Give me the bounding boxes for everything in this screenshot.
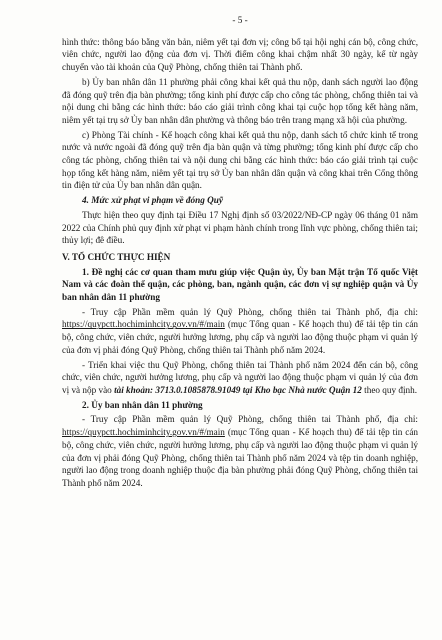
paragraph-access-software-1 (62, 306, 418, 357)
paragraph-item-c: c) Phòng Tài chính - Kế hoạch công khai kết quả thu nộp, danh sách tổ chức kinh tế trong nước và nước ngoài đã đóng quỹ trên địa bàn quận và từng phường; tổng kinh phí được cấp cho công tác phòng, chống thiên tai và nội dung chi bằng các hình thức: báo cáo giải trình tại cuộc họp tổng kết hàng năm, niêm yết tại trụ sở Ủy ban nhân dân quận và công khai trên Cổng thông tin điện tử của Ủy ban nhân dân quận. (62, 129, 418, 191)
paragraph-access-software-2 (62, 413, 418, 489)
text: (mục Tổng quan - Kế hoạch thu) để tải tệp tin cán bộ, công chức, viên chức, người hưởng lương, phụ cấp và người lao động thuộc phạm vi quản lý của đơn vị phải đóng Quỹ Phòng, chống thiên tai Thành phố năm 2024 và tệp tin doanh nghiệp, người lao động trong doanh nghiệp thuộc địa bàn phường phải đóng Quỹ Phòng, chống thiên tai Thành phố năm 2024. (62, 427, 418, 488)
heading-section-1: 1. Đề nghị các cơ quan tham mưu giúp việc Quận ủy, Ủy ban Mặt trận Tổ quốc Việt Nam và các đoàn thể quận, các phòng, ban, ngành quận, các đơn vị sự nghiệp quận và Ủy ban nhân dân 11 phường (62, 266, 418, 303)
page-number: - 5 - (232, 15, 248, 25)
text: - Truy cập Phần mềm quản lý Quỹ Phòng, chống thiên tai Thành phố, địa chỉ: (82, 414, 418, 425)
text: (mục Tổng quan - Kế hoạch thu) để tải tệp tin cán bộ, công chức, viên chức, người hưởng lương, phụ cấp và người lao động thuộc phạm vi quản lý của đơn vị phải đóng Quỹ Phòng, chống thiên tai Thành phố năm 2024. (62, 319, 418, 355)
paragraph-collection (62, 359, 418, 397)
paragraph-disclosure-form: hình thức: thông báo bằng văn bản, niêm yết tại đơn vị; công bố tại hội nghị cán bộ, công chức, viên chức, người lao động của đơn vị. Thời điểm công khai chậm nhất 30 ngày, kể từ ngày chuyển vào tài khoản của Quỹ Phòng, chống thiên tai Thành phố. (62, 36, 418, 73)
software-link-2[interactable]: https://quypctt.hochiminhcity.gov.vn/#/main (62, 427, 225, 438)
heading-implementation: V. TỔ CHỨC THỰC HIỆN (62, 251, 171, 262)
paragraph-item-b: b) Ủy ban nhân dân 11 phường phải công khai kết quả thu nộp, danh sách người lao động đã đóng quỹ trên địa bàn phường; tổng kinh phí được cấp cho công tác phòng, chống thiên tai và nội dung chi bằng các hình thức: báo cáo giải trình công khai tại cuộc họp tổng kết hàng năm, niêm yết tại trụ sở Ủy ban nhân dân phường và thông báo trên trang mạng xã hội của phường. (62, 76, 418, 125)
text: theo quy định. (361, 384, 417, 395)
text: - Truy cập Phần mềm quản lý Quỹ Phòng, chống thiên tai Thành phố, địa chỉ: (82, 306, 418, 317)
bank-account: tài khoản: 3713.0.1085878.91049 tại Kho bạc Nhà nước Quận 12 (114, 384, 362, 395)
software-link-1[interactable]: https://quypctt.hochiminhcity.gov.vn/#/main (62, 319, 225, 330)
text: - Triển khai việc thu Quỹ Phòng, chống thiên tai Thành phố năm 2024 đến cán bộ, công chức, viên chức, người hưởng lương, phụ cấp và người lao động thuộc phạm vi quản lý của đơn vị và nộp vào (62, 359, 418, 395)
heading-section-2: 2. Ủy ban nhân dân 11 phường (82, 399, 203, 410)
heading-penalty: 4. Mức xử phạt vi phạm về đóng Quỹ (82, 195, 223, 206)
paragraph-penalty: Thực hiện theo quy định tại Điều 17 Nghị định số 03/2022/NĐ-CP ngày 06 tháng 01 năm 2022 của Chính phủ quy định xử phạt vi phạm hành chính trong lĩnh vực phòng, chống thiên tai; thủy lợi; đê điều. (62, 209, 418, 246)
